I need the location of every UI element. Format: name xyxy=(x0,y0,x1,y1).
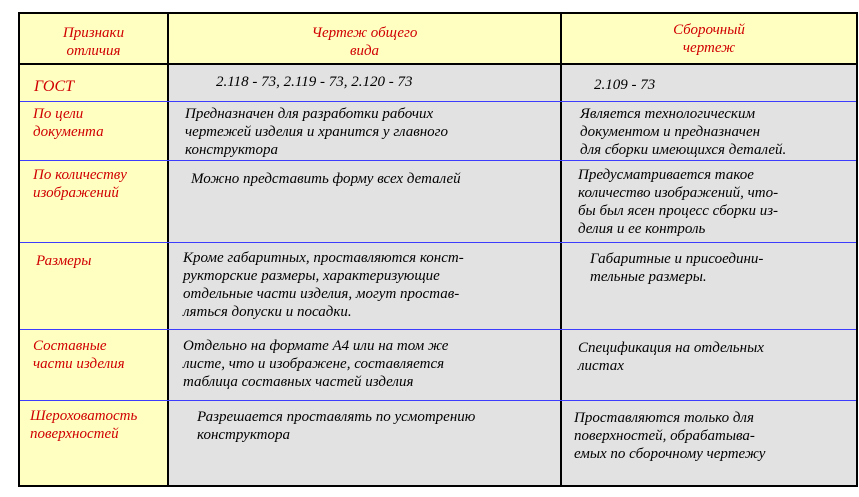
row-dimensions-general: Кроме габаритных, проставляются конст- рукторские размеры, характеризующие отдельные части изделия, могут простав- ляться допуски и посадки. xyxy=(169,243,560,329)
header-divider xyxy=(18,63,858,65)
column-divider xyxy=(167,12,169,487)
header-assembly-drawing: Сборочный чертеж xyxy=(562,14,856,63)
row-purpose-assembly: Является технологическим документом и предназначен для сборки имеющихся деталей. xyxy=(562,102,856,160)
row-gost-general: 2.118 - 73, 2.119 - 73, 2.120 - 73 xyxy=(169,65,560,101)
row-roughness-general: Разрешается проставлять по усмотрению конструктора xyxy=(169,401,560,485)
column-divider xyxy=(560,12,562,487)
row-components-general: Отдельно на формате А4 или на том же листе, что и изображене, составляется таблица составных частей изделия xyxy=(169,330,560,400)
row-dimensions-assembly: Габаритные и присоедини- тельные размеры. xyxy=(562,243,856,329)
header-criteria: Признаки отличия xyxy=(20,14,167,63)
row-divider xyxy=(20,101,856,102)
row-divider xyxy=(20,400,856,401)
row-roughness-label: Шероховатость поверхностей xyxy=(30,408,138,442)
row-gost-assembly: 2.109 - 73 xyxy=(562,65,856,101)
row-divider xyxy=(20,242,856,243)
row-images-label: По количеству изображений xyxy=(33,167,127,201)
row-images-general: Можно представить форму всех деталей xyxy=(169,161,560,242)
row-divider xyxy=(20,160,856,161)
header-general-drawing: Чертеж общего вида xyxy=(169,14,560,63)
row-components-label: Составные части изделия xyxy=(33,338,125,372)
row-dimensions-label: Размеры xyxy=(36,253,92,269)
row-purpose-label: По цели документа xyxy=(33,106,104,140)
row-divider xyxy=(20,329,856,330)
row-purpose-general: Предназначен для разработки рабочих чертежей изделия и хранится у главного конструктора xyxy=(169,102,560,160)
row-images-assembly: Предусматривается такое количество изображений, что- бы был ясен процесс сборки из- делия и ее контроль xyxy=(562,161,856,242)
row-roughness-assembly: Проставляются только для поверхностей, обрабатыва- емых по сборочному чертежу xyxy=(562,401,856,485)
row-gost-label: ГОСТ xyxy=(34,78,75,95)
row-components-assembly: Спецификация на отдельных листах xyxy=(562,330,856,400)
